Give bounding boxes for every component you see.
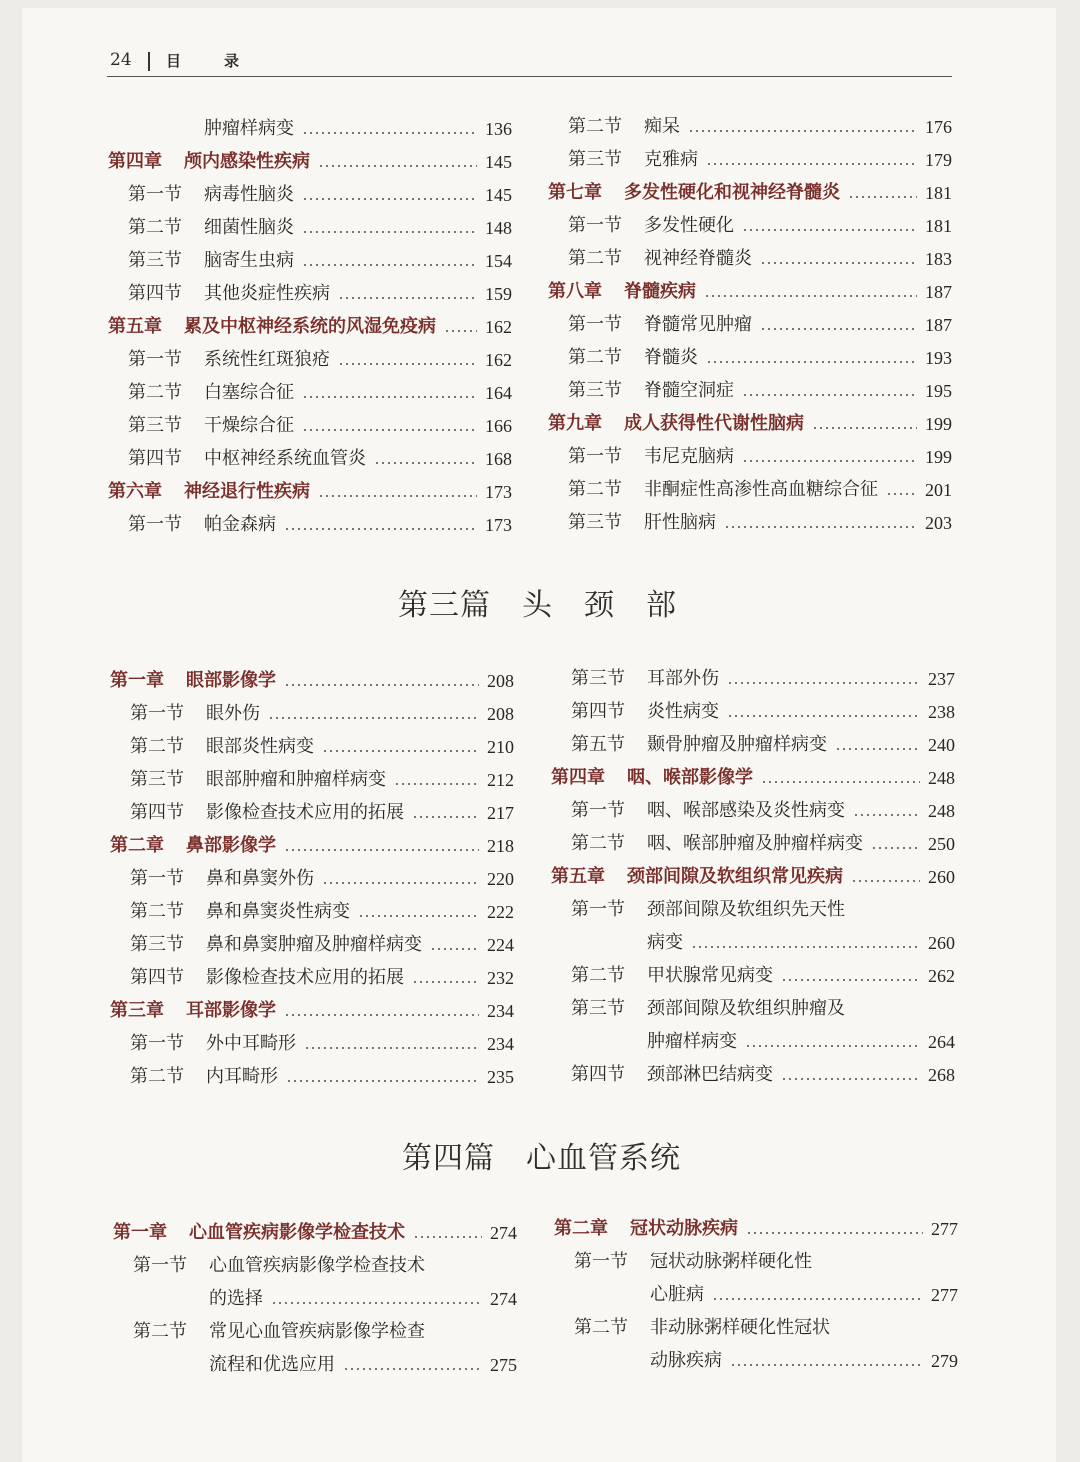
toc-section-entry (108, 508, 512, 536)
dot-leader (691, 946, 920, 948)
section-title: 肝性脑病 (644, 512, 716, 533)
dot-leader (394, 783, 479, 785)
section-label: 第一节 (571, 899, 625, 920)
section-label: 第五节 (571, 734, 625, 755)
dot-leader (812, 427, 917, 429)
section-title: 颈部淋巴结病变 (647, 1064, 773, 1085)
dot-leader (848, 196, 917, 198)
toc-section-entry (108, 343, 512, 371)
dot-leader (688, 130, 917, 132)
toc-cont-entry (554, 1278, 958, 1306)
section-title: 常见心血管疾病影像学检查 (209, 1321, 425, 1342)
toc-section-entry (551, 959, 955, 987)
toc-section-entry (554, 1245, 958, 1273)
toc-cont-entry (551, 926, 955, 954)
chapter-title: 鼻部影像学 (186, 835, 276, 856)
section-title: 脊髓炎 (644, 347, 698, 368)
toc-section-entry (110, 1060, 514, 1088)
dot-leader (742, 394, 917, 396)
chapter-title: 颈部间隙及软组织常见疾病 (627, 866, 843, 887)
section-title: 眼部肿瘤和肿瘤样病变 (206, 769, 386, 790)
section-title: 鼻和鼻窦外伤 (206, 868, 314, 889)
section-label: 第三节 (128, 415, 182, 436)
page-reference: 222 (487, 902, 514, 922)
dot-leader (302, 264, 477, 266)
header-title-char-1: 目 (166, 52, 182, 70)
chapter-label: 第一章 (110, 670, 164, 691)
cont-title: 动脉疾病 (650, 1350, 722, 1371)
dot-leader (302, 132, 477, 134)
page-reference: 235 (487, 1067, 514, 1087)
toc-chapter-entry (548, 407, 952, 435)
page-reference: 164 (485, 383, 512, 403)
chapter-label: 第六章 (108, 481, 162, 502)
section-label: 第二节 (133, 1321, 187, 1342)
toc-section-entry (548, 209, 952, 237)
toc-chapter-entry (554, 1212, 958, 1240)
toc-section-entry (108, 244, 512, 272)
page-reference: 162 (485, 317, 512, 337)
toc-section-entry (108, 277, 512, 305)
section-label: 第二节 (574, 1317, 628, 1338)
dot-leader (338, 363, 477, 365)
section-label: 第二节 (128, 217, 182, 238)
page-reference: 238 (928, 702, 955, 722)
section-label: 第四节 (128, 283, 182, 304)
chapter-title: 成人获得性代谢性脑病 (624, 413, 804, 434)
chapter-title: 耳部影像学 (186, 1000, 276, 1021)
toc-section-entry (548, 308, 952, 336)
toc-chapter-entry (108, 310, 512, 338)
dot-leader (284, 849, 479, 851)
chapter-label: 第二章 (110, 835, 164, 856)
toc-section-entry (110, 862, 514, 890)
page-reference: 217 (487, 803, 514, 823)
part-four-title: 第四篇 心血管系统 (402, 1141, 681, 1176)
section-label: 第一节 (128, 514, 182, 535)
toc-section-entry (551, 893, 955, 921)
toc-section-entry (110, 796, 514, 824)
toc-section-entry (108, 178, 512, 206)
dot-leader (706, 163, 917, 165)
chapter-title: 神经退行性疾病 (184, 481, 310, 502)
page-reference: 168 (485, 449, 512, 469)
toc-cont-entry (113, 1348, 517, 1376)
page-reference: 187 (925, 315, 952, 335)
section-title: 外中耳畸形 (206, 1033, 296, 1054)
chapter-title: 脊髓疾病 (624, 281, 696, 302)
section-label: 第三节 (571, 668, 625, 689)
dot-leader (727, 682, 920, 684)
dot-leader (760, 262, 917, 264)
dot-leader (727, 715, 920, 717)
page-reference: 268 (928, 1065, 955, 1085)
section-label: 第四节 (130, 802, 184, 823)
toc-cont-entry (554, 1344, 958, 1372)
section-label: 第一节 (574, 1251, 628, 1272)
section-title: 干燥综合征 (204, 415, 294, 436)
section-title: 影像检查技术应用的拓展 (206, 802, 404, 823)
section-label: 第一节 (130, 1033, 184, 1054)
dot-leader (761, 781, 920, 783)
toc-section-entry (113, 1315, 517, 1343)
chapter-title: 累及中枢神经系统的风湿免疫病 (184, 316, 436, 337)
dot-leader (724, 526, 917, 528)
section-title: 韦尼克脑病 (644, 446, 734, 467)
toc-section-entry (110, 961, 514, 989)
dot-leader (271, 1302, 482, 1304)
cont-title: 的选择 (209, 1288, 263, 1309)
section-label: 第二节 (128, 382, 182, 403)
page-reference: 176 (925, 117, 952, 137)
toc-chapter-entry (551, 860, 955, 888)
toc-section-entry (110, 1027, 514, 1055)
chapter-label: 第一章 (113, 1222, 167, 1243)
page-reference: 220 (487, 869, 514, 889)
page-reference: 224 (487, 935, 514, 955)
page-reference: 275 (490, 1355, 517, 1375)
dot-leader (318, 165, 477, 167)
section-label: 第二节 (568, 479, 622, 500)
page-reference: 277 (931, 1285, 958, 1305)
page-reference: 203 (925, 513, 952, 533)
page-reference: 201 (925, 480, 952, 500)
section-label: 第一节 (571, 800, 625, 821)
section-title: 耳部外伤 (647, 668, 719, 689)
dot-leader (760, 328, 917, 330)
dot-leader (412, 981, 479, 983)
section-label: 第四节 (130, 967, 184, 988)
chapter-label: 第七章 (548, 182, 602, 203)
toc-cont-entry (108, 112, 512, 140)
dot-leader (322, 750, 479, 752)
toc-cont-entry (113, 1282, 517, 1310)
toc-section-entry (551, 662, 955, 690)
section-title: 咽、喉部肿瘤及肿瘤样病变 (647, 833, 863, 854)
header-rule (107, 76, 952, 77)
cont-title: 心脏病 (650, 1284, 704, 1305)
chapter-label: 第三章 (110, 1000, 164, 1021)
page-reference: 250 (928, 834, 955, 854)
dot-leader (318, 495, 477, 497)
page-reference: 218 (487, 836, 514, 856)
dot-leader (284, 528, 477, 530)
dot-leader (304, 1047, 479, 1049)
page-reference: 248 (928, 801, 955, 821)
page-reference: 173 (485, 482, 512, 502)
section-label: 第一节 (568, 446, 622, 467)
section-title: 内耳畸形 (206, 1066, 278, 1087)
cont-title: 肿瘤样病变 (204, 118, 294, 139)
toc-section-entry (548, 374, 952, 402)
toc-chapter-entry (108, 145, 512, 173)
dot-leader (358, 915, 479, 917)
dot-leader (302, 396, 477, 398)
page-reference: 274 (490, 1289, 517, 1309)
page-reference: 199 (925, 447, 952, 467)
section-label: 第四节 (571, 1064, 625, 1085)
page-reference: 162 (485, 350, 512, 370)
part-three-title: 第三篇 头 颈 部 (398, 588, 677, 623)
section-title: 非动脉粥样硬化性冠状 (650, 1317, 830, 1338)
toc-section-entry (551, 794, 955, 822)
section-title: 非酮症性高渗性高血糖综合征 (644, 479, 878, 500)
toc-section-entry (110, 763, 514, 791)
toc-section-entry (551, 695, 955, 723)
page-reference: 264 (928, 1032, 955, 1052)
toc-section-entry (548, 473, 952, 501)
section-title: 影像检查技术应用的拓展 (206, 967, 404, 988)
page-reference: 199 (925, 414, 952, 434)
dot-leader (871, 847, 920, 849)
section-title: 克雅病 (644, 149, 698, 170)
chapter-label: 第四章 (108, 151, 162, 172)
section-label: 第二节 (568, 116, 622, 137)
section-label: 第三节 (568, 512, 622, 533)
section-title: 视神经脊髓炎 (644, 248, 752, 269)
page-reference: 154 (485, 251, 512, 271)
dot-leader (742, 460, 917, 462)
section-title: 病毒性脑炎 (204, 184, 294, 205)
cont-title: 流程和优选应用 (209, 1354, 335, 1375)
header-divider (148, 52, 150, 71)
dot-leader (745, 1045, 920, 1047)
dot-leader (781, 979, 920, 981)
page-reference: 173 (485, 515, 512, 535)
section-label: 第二节 (571, 965, 625, 986)
chapter-title: 多发性硬化和视神经脊髓炎 (624, 182, 840, 203)
section-title: 颈部间隙及软组织肿瘤及 (647, 998, 845, 1019)
section-title: 中枢神经系统血管炎 (204, 448, 366, 469)
chapter-label: 第五章 (551, 866, 605, 887)
toc-section-entry (548, 341, 952, 369)
dot-leader (302, 198, 477, 200)
section-label: 第二节 (568, 248, 622, 269)
dot-leader (302, 429, 477, 431)
page-reference: 212 (487, 770, 514, 790)
dot-leader (706, 361, 917, 363)
section-title: 细菌性脑炎 (204, 217, 294, 238)
page-reference: 183 (925, 249, 952, 269)
section-label: 第一节 (130, 703, 184, 724)
chapter-title: 眼部影像学 (186, 670, 276, 691)
chapter-title: 颅内感染性疾病 (184, 151, 310, 172)
dot-leader (835, 748, 920, 750)
toc-section-entry (551, 992, 955, 1020)
toc-chapter-entry (551, 761, 955, 789)
toc-chapter-entry (113, 1216, 517, 1244)
dot-leader (302, 231, 477, 233)
page-reference: 234 (487, 1001, 514, 1021)
cont-title: 病变 (647, 932, 683, 953)
section-title: 鼻和鼻窦炎性病变 (206, 901, 350, 922)
section-title: 多发性硬化 (644, 215, 734, 236)
chapter-label: 第九章 (548, 413, 602, 434)
page-reference: 260 (928, 933, 955, 953)
toc-section-entry (110, 697, 514, 725)
section-title: 脊髓常见肿瘤 (644, 314, 752, 335)
section-title: 帕金森病 (204, 514, 276, 535)
toc-section-entry (548, 440, 952, 468)
page-reference: 210 (487, 737, 514, 757)
page-reference: 274 (490, 1223, 517, 1243)
toc-section-entry (110, 895, 514, 923)
chapter-label: 第四章 (551, 767, 605, 788)
page-reference: 260 (928, 867, 955, 887)
cont-title: 肿瘤样病变 (647, 1031, 737, 1052)
page-reference: 181 (925, 216, 952, 236)
section-label: 第一节 (568, 215, 622, 236)
section-title: 咽、喉部感染及炎性病变 (647, 800, 845, 821)
section-title: 脊髓空洞症 (644, 380, 734, 401)
toc-section-entry (108, 442, 512, 470)
dot-leader (851, 880, 920, 882)
dot-leader (730, 1364, 923, 1366)
dot-leader (712, 1298, 923, 1300)
section-title: 眼外伤 (206, 703, 260, 724)
section-label: 第三节 (568, 380, 622, 401)
page-reference: 208 (487, 671, 514, 691)
toc-chapter-entry (110, 664, 514, 692)
dot-leader (444, 330, 477, 332)
toc-section-entry (110, 730, 514, 758)
chapter-label: 第八章 (548, 281, 602, 302)
toc-chapter-entry (108, 475, 512, 503)
section-title: 颈部间隙及软组织先天性 (647, 899, 845, 920)
section-label: 第二节 (130, 901, 184, 922)
chapter-title: 心血管疾病影像学检查技术 (189, 1222, 405, 1243)
section-title: 颞骨肿瘤及肿瘤样病变 (647, 734, 827, 755)
dot-leader (853, 814, 920, 816)
section-label: 第一节 (130, 868, 184, 889)
toc-section-entry (554, 1311, 958, 1339)
section-label: 第一节 (133, 1255, 187, 1276)
chapter-title: 冠状动脉疾病 (630, 1218, 738, 1239)
toc-chapter-entry (548, 176, 952, 204)
toc-section-entry (548, 143, 952, 171)
page-reference: 145 (485, 185, 512, 205)
section-title: 炎性病变 (647, 701, 719, 722)
section-label: 第二节 (130, 736, 184, 757)
section-title: 痴呆 (644, 116, 680, 137)
page-reference: 234 (487, 1034, 514, 1054)
section-label: 第三节 (130, 769, 184, 790)
page-reference: 148 (485, 218, 512, 238)
page-number: 24 (110, 50, 132, 70)
page-reference: 159 (485, 284, 512, 304)
section-label: 第三节 (128, 250, 182, 271)
dot-leader (742, 229, 917, 231)
section-label: 第四节 (128, 448, 182, 469)
toc-section-entry (548, 506, 952, 534)
toc-section-entry (548, 242, 952, 270)
page-reference: 277 (931, 1219, 958, 1239)
toc-chapter-entry (110, 829, 514, 857)
page-reference: 232 (487, 968, 514, 988)
section-label: 第二节 (571, 833, 625, 854)
dot-leader (746, 1232, 923, 1234)
section-label: 第二节 (568, 347, 622, 368)
section-label: 第一节 (568, 314, 622, 335)
toc-section-entry (551, 1058, 955, 1086)
section-label: 第三节 (571, 998, 625, 1019)
section-title: 系统性红斑狼疮 (204, 349, 330, 370)
section-title: 眼部炎性病变 (206, 736, 314, 757)
page-reference: 248 (928, 768, 955, 788)
section-label: 第四节 (571, 701, 625, 722)
dot-leader (322, 882, 479, 884)
toc-section-entry (551, 728, 955, 756)
page-reference: 181 (925, 183, 952, 203)
page-reference: 166 (485, 416, 512, 436)
dot-leader (413, 1236, 482, 1238)
toc-section-entry (551, 827, 955, 855)
page-reference: 195 (925, 381, 952, 401)
section-title: 甲状腺常见病变 (647, 965, 773, 986)
toc-section-entry (108, 376, 512, 404)
section-title: 白塞综合征 (204, 382, 294, 403)
toc-section-entry (108, 211, 512, 239)
section-title: 鼻和鼻窦肿瘤及肿瘤样病变 (206, 934, 422, 955)
section-title: 冠状动脉粥样硬化性 (650, 1251, 812, 1272)
page-reference: 136 (485, 119, 512, 139)
dot-leader (430, 948, 479, 950)
dot-leader (284, 684, 479, 686)
dot-leader (781, 1078, 920, 1080)
dot-leader (268, 717, 479, 719)
section-title: 其他炎症性疾病 (204, 283, 330, 304)
dot-leader (343, 1368, 482, 1370)
toc-section-entry (108, 409, 512, 437)
page-reference: 279 (931, 1351, 958, 1371)
page-reference: 145 (485, 152, 512, 172)
page-reference: 237 (928, 669, 955, 689)
page-reference: 262 (928, 966, 955, 986)
chapter-label: 第二章 (554, 1218, 608, 1239)
page-reference: 187 (925, 282, 952, 302)
toc-chapter-entry (110, 994, 514, 1022)
toc-chapter-entry (548, 275, 952, 303)
dot-leader (374, 462, 477, 464)
section-label: 第三节 (130, 934, 184, 955)
section-label: 第三节 (568, 149, 622, 170)
dot-leader (412, 816, 479, 818)
page-reference: 193 (925, 348, 952, 368)
page-reference: 208 (487, 704, 514, 724)
section-label: 第二节 (130, 1066, 184, 1087)
toc-section-entry (110, 928, 514, 956)
toc-section-entry (113, 1249, 517, 1277)
section-label: 第一节 (128, 349, 182, 370)
page-reference: 240 (928, 735, 955, 755)
section-title: 心血管疾病影像学检查技术 (209, 1255, 425, 1276)
toc-cont-entry (551, 1025, 955, 1053)
section-label: 第一节 (128, 184, 182, 205)
dot-leader (704, 295, 917, 297)
header-title-char-2: 录 (224, 52, 240, 70)
chapter-title: 咽、喉部影像学 (627, 767, 753, 788)
chapter-label: 第五章 (108, 316, 162, 337)
page-reference: 179 (925, 150, 952, 170)
toc-section-entry (548, 110, 952, 138)
dot-leader (886, 493, 917, 495)
dot-leader (286, 1080, 479, 1082)
dot-leader (338, 297, 477, 299)
dot-leader (284, 1014, 479, 1016)
section-title: 脑寄生虫病 (204, 250, 294, 271)
